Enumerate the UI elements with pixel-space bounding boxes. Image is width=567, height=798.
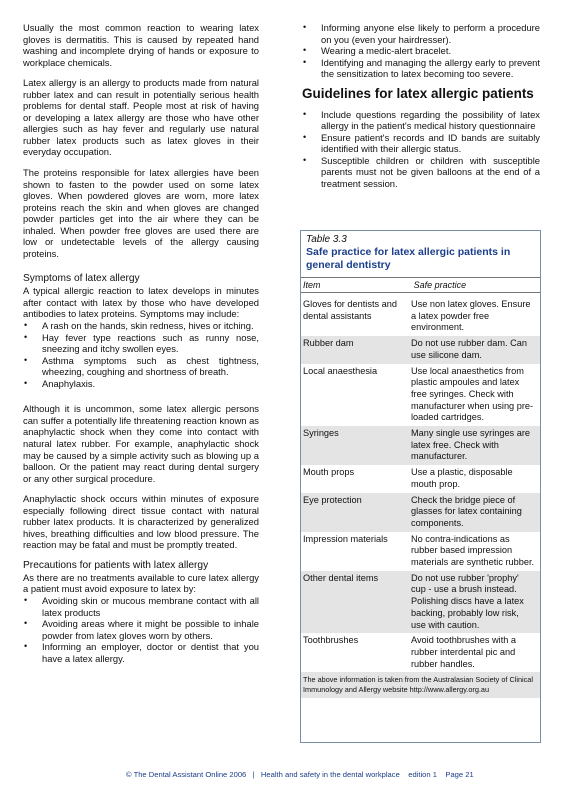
list-item: • Susceptible children or children with susceptible parents must not be given balloons at the end of a treatment session. [303, 154, 540, 190]
list-item: • Include questions regarding the possibility of latex allergy in the patient's medical history questionnaire [303, 108, 540, 132]
precautions-heading: Precautions for patients with latex allergy [23, 559, 209, 571]
paragraph-dermatitis: Usually the most common reaction to wearing latex gloves is dermatitis. This is caused by repeated hand washing and incomplete drying of hands or exposure to workplace chemicals. [23, 22, 259, 68]
list-item: • Identifying and managing the allergy early to prevent the sensitization to latex becoming too severe. [303, 56, 540, 80]
bullet-icon: • [24, 331, 28, 342]
column-header-practice: Safe practice [413, 280, 467, 290]
table-cell-item: Impression materials [303, 533, 388, 544]
bullet-icon: • [24, 354, 28, 365]
table-cell-practice: Avoid toothbrushes with a rubber interdental pic and rubber handles. [411, 635, 517, 669]
guidelines-list [302, 109, 540, 190]
table-cell-practice: Many single use syringes are latex free. Check with manufacturer. [411, 428, 530, 462]
symptoms-intro: A typical allergic reaction to latex develops in minutes after contact with latex by those who have developed antibodies to latex proteins. Symptoms may include: [23, 285, 259, 320]
list-item: • A rash on the hands, skin redness, hives or itching. [24, 320, 254, 332]
table-number: Table 3.3 [306, 234, 347, 245]
list-item: • Asthma symptoms such as chest tightness, wheezing, coughing and shortness of breath. [24, 354, 259, 378]
list-item: • Informing an employer, doctor or dentist that you have a latex allergy. [24, 641, 259, 664]
table-cell-item: Toothbrushes [303, 635, 359, 646]
list-item: • Informing anyone else likely to perform a procedure on you (even your hairdresser). [303, 22, 540, 45]
symptoms-heading: Symptoms of latex allergy [23, 273, 140, 285]
table-cell-item: Eye protection [303, 494, 362, 505]
table-cell-practice: Use local anaesthetics from plastic ampoules and latex free syringes. Check with manufacturer when using pre-loaded cartridges. [411, 365, 534, 423]
list-item: • Avoiding skin or mucous membrane contact with all latex products [24, 594, 259, 618]
table-row [301, 336, 540, 363]
table-header [301, 277, 540, 293]
table-cell-item: Rubber dam [303, 338, 354, 349]
paragraph-latex-allergy: Latex allergy is an allergy to products made from natural rubber latex and can result in potentially serious health problems for dental staff. People most at risk of having or developing a latex allergy are those who have other allergies such as hay fever and regularly use natural rubber latex products such as latex gloves in their everyday occupation. [23, 77, 259, 158]
bullet-icon: • [303, 131, 307, 142]
right-column [302, 22, 540, 199]
bullet-icon: • [303, 108, 307, 119]
page-footer: © The Dental Assistant Online 2006 | Health and safety in the dental workplace edition 1 Page 21 [126, 770, 474, 779]
table-row [301, 364, 540, 427]
table-cell-item: Gloves for dentists and dental assistants [303, 299, 397, 321]
table-row [301, 493, 540, 532]
table-title: Safe practice for latex allergic patients in general dentistry [306, 246, 511, 271]
bullet-icon: • [303, 45, 307, 56]
list-item: • Wearing a medic-alert bracelet. [303, 45, 452, 57]
bullet-icon: • [24, 641, 28, 652]
bullet-icon: • [303, 154, 307, 165]
column-header-item: Item [303, 280, 321, 290]
list-item: • Avoiding areas where it might be possible to inhale powder from latex gloves worn by others. [24, 618, 259, 641]
bullet-icon: • [24, 320, 28, 331]
table-row [301, 571, 540, 634]
table-source-note: The above information is taken from the Australasian Society of Clinical Immunology and Allergy website http://www.allergy.org.au [301, 672, 540, 697]
precautions-list [23, 595, 259, 664]
table-row [301, 465, 540, 492]
table-caption [301, 231, 540, 272]
bullet-icon: • [24, 594, 28, 605]
table-row [301, 426, 540, 465]
paragraph-proteins: The proteins responsible for latex allergies have been shown to fasten to the powder used on some latex gloves. When powdered gloves are worn, more latex proteins reach the skin and when gloves are changed powder particles get into the air where they can be inhaled. When powder free gloves are used there are low or undetectable levels of the allergy causing proteins. [23, 167, 259, 259]
left-column [23, 22, 259, 673]
list-item: • Hay fever type reactions such as runny nose, sneezing and itchy swollen eyes. [24, 331, 259, 355]
list-item: • Anaphylaxis. [24, 377, 96, 389]
precautions-list-continued [302, 22, 540, 80]
bullet-icon: • [24, 377, 28, 388]
table-row [301, 532, 540, 571]
safe-practice-table [300, 230, 541, 743]
table-cell-practice: No contra-indications as rubber based impression materials are synthetic rubber. [411, 533, 535, 568]
table-cell-item: Mouth props [303, 467, 355, 478]
symptoms-list [23, 320, 259, 389]
table-cell-item: Local anaesthesia [303, 365, 378, 376]
table-cell-practice: Do not use rubber dam. Can use silicone dam. [411, 338, 527, 360]
bullet-icon: • [303, 56, 307, 67]
paragraph-anaphylactic-risk: Although it is uncommon, some latex allergic persons can suffer a potentially life threatening reaction known as anaphylactic shock when they come into contact with natural latex rubber. For example, anaphylactic shock may be caused by a simple activity such as blowing up a balloon. Or the patient may react during dental surgery or any other surgical procedure. [23, 403, 259, 484]
table-cell-item: Syringes [303, 428, 339, 439]
precautions-intro: As there are no treatments available to cure latex allergy a patient must avoid exposure to latex by: [23, 571, 259, 595]
table-cell-practice: Use non latex gloves. Ensure a latex powder free environment. [411, 299, 531, 333]
table-cell-practice: Use a plastic, disposable mouth prop. [411, 467, 513, 489]
table-cell-item: Other dental items [303, 572, 379, 583]
guidelines-heading: Guidelines for latex allergic patients [302, 85, 534, 101]
bullet-icon: • [303, 22, 307, 32]
table-cell-practice: Do not use rubber 'prophy' cup - use a brush instead. Polishing discs have a latex backing, probably low risk, use with caution. [411, 572, 524, 630]
table-row [301, 633, 540, 672]
bullet-icon: • [24, 618, 28, 629]
paragraph-anaphylactic-shock: Anaphylactic shock occurs within minutes of exposure especially following direct tissue contact with natural rubber latex products. It is characterized by generalized hives, breathing difficulties and low blood pressure. The reaction may be fatal and must be promptly treated. [23, 493, 259, 551]
table-row [301, 297, 540, 336]
list-item: • Ensure patient's records and ID bands are suitably identified with their allergic status. [303, 131, 540, 155]
table-cell-practice: Check the bridge piece of glasses for latex containing components. [411, 494, 522, 528]
